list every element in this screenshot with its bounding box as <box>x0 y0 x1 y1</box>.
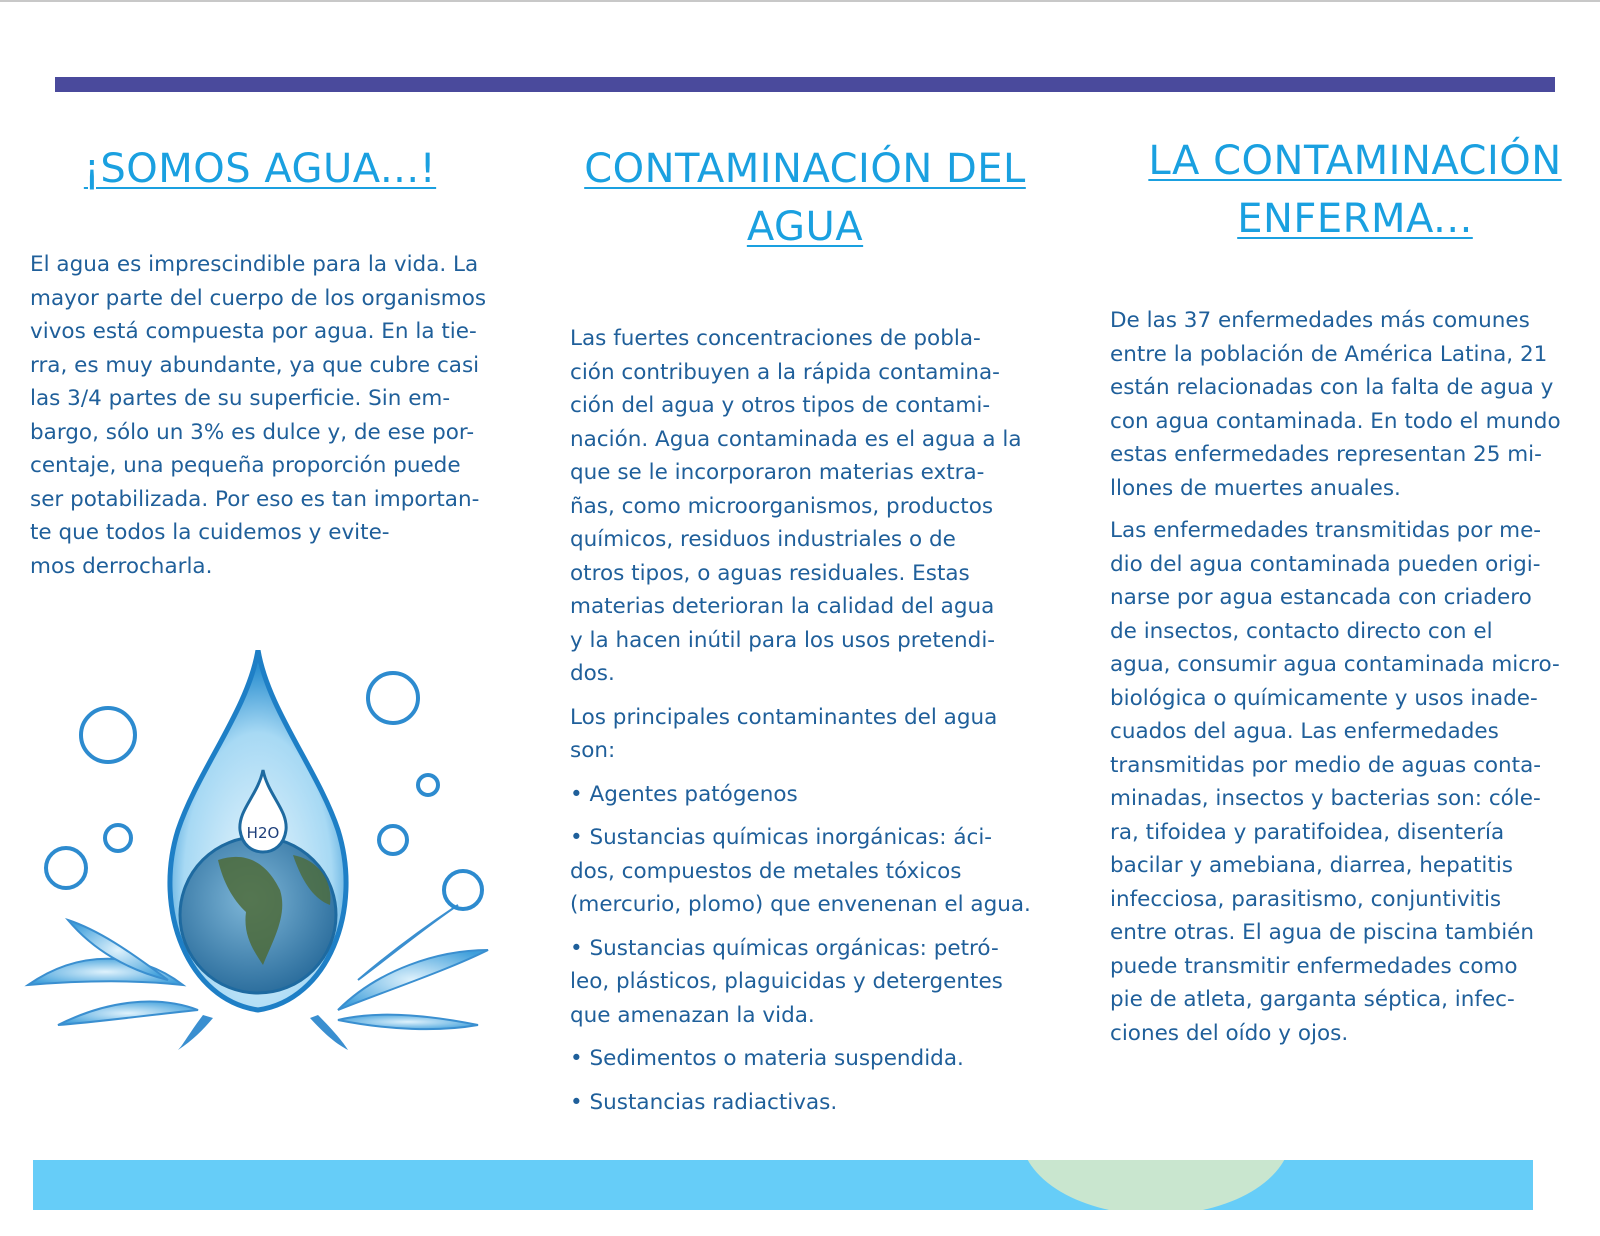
list-item-contaminante: • Sustancias radiactivas. <box>570 1089 838 1115</box>
heading-somos-agua: ¡SOMOS AGUA...! <box>83 146 437 192</box>
column-contaminacion-del-agua <box>570 140 1040 1119</box>
paragraph-contaminantes-intro: Los principales contaminantes del agua son: <box>570 704 998 763</box>
paragraph-enfermedades-transmitidas: Las enfermedades transmitidas por me- dio del agua contaminada pueden origi- narse por agua estancada con criadero de insectos, contacto directo con el agua, consumir agua contaminada micro- biológica o químicamente y usos inade- cuados del agua. Las enfermedades transmitidas por medio de aguas conta- minadas, insectos y bacterias son: cóle- ra, tifoidea y paratifoidea, disentería bacilar y amebiana, diarrea, hepatitis infecciosa, parasitismo, conjuntivitis entre otras. El agua de piscina también puede transmitir enfermedades como pie de atleta, garganta séptica, infec- ciones del oído y ojos. <box>1110 518 1560 1046</box>
column-la-contaminacion-enferma <box>1110 132 1580 1050</box>
h2o-label: H2O <box>246 824 280 842</box>
bottom-decorative-arc <box>1021 1160 1291 1210</box>
list-item-contaminante: • Sedimentos o materia suspendida. <box>570 1046 964 1071</box>
column-somos-agua <box>30 140 510 583</box>
heading-contaminacion-del-agua: CONTAMINACIÓN DEL AGUA <box>584 146 1026 250</box>
top-decorative-bar <box>55 77 1555 92</box>
paragraph-enfermedades-comunes: De las 37 enfermedades más comunes entre la población de América Latina, 21 están relacionadas con la falta de agua y con agua contaminada. En todo el mundo estas enfermedades representan 25 mi- llones de muertes anuales. <box>1110 308 1561 501</box>
list-item-contaminante: • Sustancias químicas orgánicas: petró- leo, plásticos, plaguicidas y detergentes que amenazan la vida. <box>570 935 1003 1028</box>
top-border-line <box>0 0 1600 2</box>
bottom-decorative-bar <box>33 1160 1533 1210</box>
paragraph-contaminacion-intro: Las fuertes concentraciones de pobla- ción contribuyen a la rápida contamina- ción del agua y otros tipos de contami- nación. Agua contaminada es el agua a la que se le incorporaron materias extra- ñas, como microorganismos, productos químicos, residuos industriales o de otros tipos, o aguas residuales. Estas materias deterioran la calidad del agua y la hacen inútil para los usos pretendi- dos. <box>570 326 1022 686</box>
paragraph-somos-agua: El agua es imprescindible para la vida. La mayor parte del cuerpo de los organismos vivos está compuesta por agua. En la tie- rra, es muy abundante, ya que cubre casi las 3/4 partes de su superficie. Sin em- bargo, sólo un 3% es dulce y, de ese por- centaje, una pequeña proporción puede ser potabilizada. Por eso es tan importan- te que todos la cuidemos y evite- mos derrocharla. <box>30 252 487 579</box>
list-item-contaminante: • Agentes patógenos <box>570 781 798 807</box>
heading-la-contaminacion-enferma: LA CONTAMINACIÓN ENFERMA... <box>1148 138 1562 242</box>
water-drop-globe-illustration <box>18 650 498 1080</box>
list-item-contaminante: • Sustancias químicas inorgánicas: áci- dos, compuestos de metales tóxicos (mercurio, plomo) que envenenan el agua. <box>570 825 1031 917</box>
